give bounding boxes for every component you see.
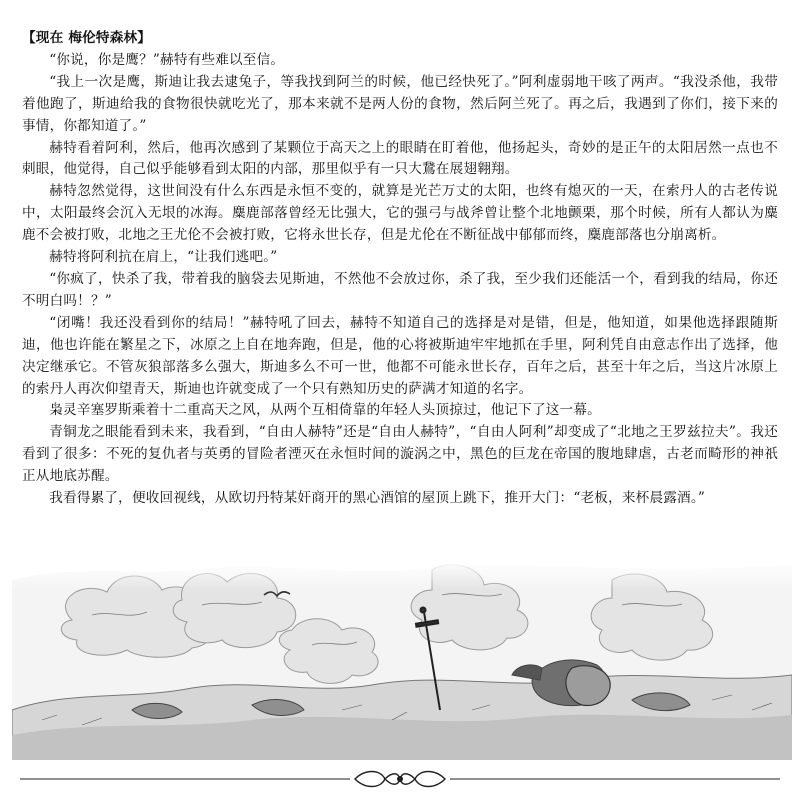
paragraph: 赫特看着阿利，然后，他再次感到了某颗位于高天之上的眼睛在盯着他，他扬起头，奇妙的是正午的太阳居然一点也不刺眼，他觉得，自己似乎能够看到太阳的内部，那里似乎有一只大鵞在展翅翱翔。 bbox=[22, 139, 778, 178]
paragraph: “闭嘴！我还没看到你的结局！”赫特吼了回去，赫特不知道自己的选择是对是错，但是，他知道，如果他选择跟随斯迪，他也许能在繁星之下，冰原之上自在地奔跑，但是，他的心将被斯迪牢牢地抓在手里，阿利凭自由意志作出了选择，他决定继承它。不管灰狼部落多么强大，斯迪多么不可一世，他都不可能永世长存，百年之后，甚至十年之后，当这片冰原上的索丹人再次仰望青天，斯迪也许就变成了一个只有熟知历史的萨满才知道的名字。 bbox=[22, 314, 778, 397]
paragraph: 青铜龙之眼能看到未来，我看到，“自由人赫特”还是“自由人赫特”，“自由人阿利”却变成了“北地之王罗兹拉夫”。我还看到了很多：不死的复仇者与英勇的冒险者湮灭在永恒时间的漩涡之中，黑色的巨龙在帝国的腹地肆虐，古老而畸形的神祇正从地底苏醒。 bbox=[22, 424, 778, 485]
paragraph: 我看得累了，便收回视线，从欧切丹特某奸商开的黑心酒馆的屋顶上跳下，推开大门：“老板，来杯晨露酒。” bbox=[49, 490, 705, 507]
body-text bbox=[22, 28, 778, 510]
paragraph: “我上一次是鹰，斯迪让我去逮兔子，等我找到阿兰的时候，他已经快死了。”阿利虚弱地干咳了两声。“我没杀他，我带着他跑了，斯迪给我的食物很快就吃光了，那本来就不是两人份的食物，然后阿兰死了。再之后，我遇到了你们，接下来的事情，你都知道了。” bbox=[22, 73, 778, 134]
paragraph: 赫特将阿利抗在肩上，“让我们逃吧。” bbox=[49, 249, 278, 266]
decorative-divider-icon bbox=[20, 764, 780, 794]
battlefield-sketch-illustration bbox=[12, 560, 792, 760]
paragraph: 赫特忽然觉得，这世间没有什么东西是永恒不变的，就算是光芒万丈的太阳，也终有熄灭的一天，在索丹人的古老传说中，太阳最终会沉入无垠的冰海。麋鹿部落曾经无比强大，它的强弓与战斧曾让整个北地颤栗，那个时候，所有人都认为麋鹿不会被打败，北地之王尤伦不会被打败，它将永世长存，但是尤伦在不断征战中郁郁而终，麋鹿部落也分崩离析。 bbox=[22, 183, 778, 244]
paragraph: 枭灵辛塞罗斯乘着十二重高天之风，从两个互相倚靠的年轻人头顶掠过，他记下了这一幕。 bbox=[49, 402, 601, 419]
paragraph: “你疯了，快杀了我，带着我的脑袋去见斯迪，不然他不会放过你，杀了我，至少我们还能活一个，看到我的结局，你还不明白吗！？” bbox=[22, 270, 778, 309]
paragraph: “你说，你是鹰？”赫特有些难以至信。 bbox=[49, 51, 285, 68]
section-heading: 【现在 梅伦特森林】 bbox=[22, 30, 152, 46]
